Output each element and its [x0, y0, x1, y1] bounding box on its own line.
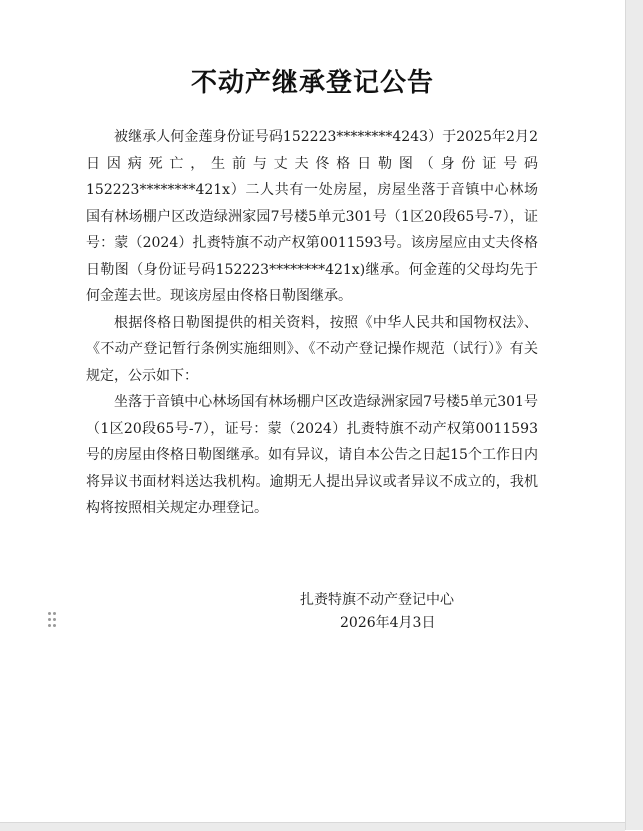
paragraph-2: 根据佟格日勒图提供的相关资料，按照《中华人民共和国物权法》、《不动产登记暂行条例实施细则》、《不动产登记操作规范（试行）》有关规定，公示如下：: [86, 314, 538, 384]
paragraph-3: 坐落于音镇中心林场国有林场棚户区改造绿洲家园7号楼5单元301号（1区20段65号-7），证号：蒙（2024）扎赉特旗不动产权第0011593号的房屋由佟格日勒图继承。如有异议，请自本公告之日起15个工作日内将异议书面材料送达我机构。逾期无人提出异议或者异议不成立的，我机构将按照相关规定办理登记。: [86, 394, 538, 516]
signature-organization: 扎赉特旗不动产登记中心: [300, 592, 454, 608]
scroll-gutter[interactable]: [625, 0, 643, 830]
signature-date: 2026年4月3日: [340, 615, 436, 631]
paragraph-1: 被继承人何金莲身份证号码152223********4243）于2025年2月2日因病死亡，生前与丈夫佟格日勒图（身份证号码152223********421x）二人共有一处房屋，房屋坐落于音镇中心林场国有林场棚户区改造绿洲家园7号楼5单元301号（1区20段65号-7），证号：蒙（2024）扎赉特旗不动产权第0011593号。该房屋应由丈夫佟格日勒图（身份证号码152223********421x)继承。何金莲的父母均先于何金莲去世。现该房屋由佟格日勒图继承。: [86, 129, 538, 304]
document-title: 不动产继承登记公告: [190, 68, 434, 98]
drag-handle-icon[interactable]: [48, 612, 58, 630]
document-body: [86, 124, 538, 522]
